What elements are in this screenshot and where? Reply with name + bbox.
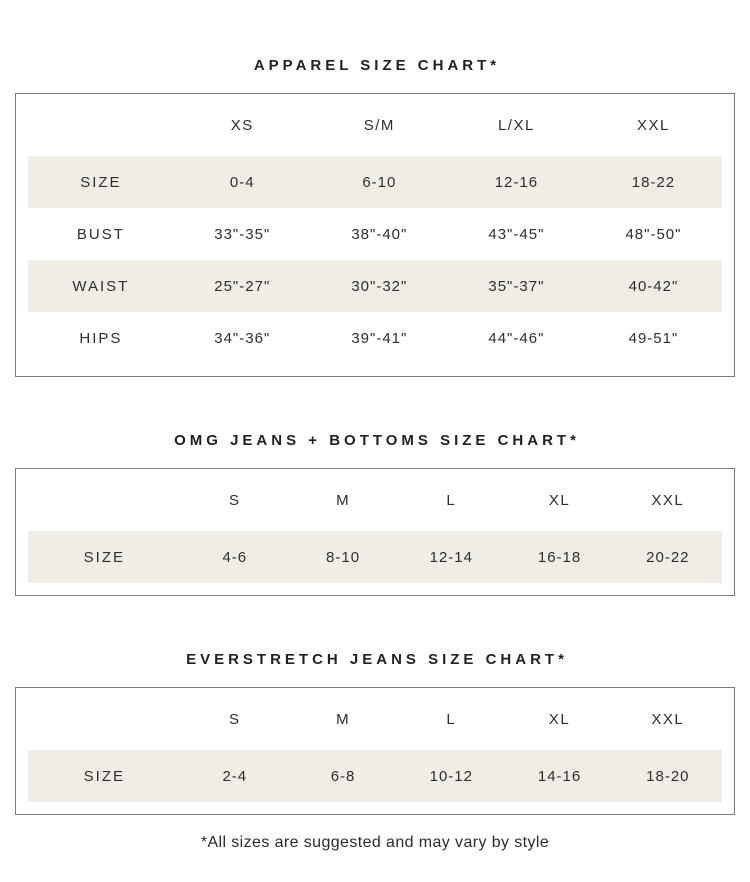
size-value-cell: 18-20 (646, 767, 690, 785)
row-label: SIZE (83, 548, 126, 566)
column-header: XL (548, 710, 571, 728)
table-row (28, 531, 722, 583)
size-value-cell: 38"-40" (351, 225, 408, 243)
apparel-size-chart-section (15, 58, 735, 377)
column-header-row (28, 469, 722, 531)
size-value-cell: 39"-41" (351, 329, 408, 347)
size-value-cell: 40-42" (628, 277, 679, 295)
column-header: M (336, 710, 351, 728)
column-header: XS (230, 116, 254, 134)
size-value-cell: 30"-32" (351, 277, 408, 295)
column-header: M (336, 491, 351, 509)
column-header: S (229, 491, 241, 509)
table-row (28, 260, 722, 312)
column-header: S (229, 710, 241, 728)
row-label: SIZE (83, 767, 126, 785)
size-value-cell: 12-16 (494, 173, 539, 191)
size-value-cell: 0-4 (229, 173, 255, 191)
size-value-cell: 4-6 (222, 548, 248, 566)
size-value-cell: 34"-36" (214, 329, 271, 347)
column-header: L (446, 491, 457, 509)
column-header: S/M (363, 116, 395, 134)
size-value-cell: 16-18 (537, 548, 582, 566)
size-value-cell: 49-51" (628, 329, 679, 347)
column-header: XXL (651, 491, 685, 509)
size-value-cell: 43"-45" (488, 225, 545, 243)
column-header-row (28, 94, 722, 156)
omg-jeans-bottoms-size-chart-title: OMG JEANS + BOTTOMS SIZE CHART* (174, 432, 580, 449)
size-value-cell: 18-22 (631, 173, 676, 191)
size-grid (28, 688, 722, 802)
size-value-cell: 14-16 (537, 767, 582, 785)
size-value-cell: 35"-37" (488, 277, 545, 295)
everstretch-jeans-size-chart-title: EVERSTRETCH JEANS SIZE CHART* (186, 651, 568, 668)
size-value-cell: 12-14 (429, 548, 473, 566)
table-row (28, 208, 722, 260)
corner-cell (28, 469, 181, 531)
size-value-cell: 20-22 (646, 548, 690, 566)
size-value-cell: 6-8 (330, 767, 356, 785)
omg-jeans-bottoms-size-chart-table (15, 468, 735, 596)
everstretch-jeans-size-chart-section (15, 652, 735, 815)
table-row (28, 312, 722, 364)
size-value-cell: 6-10 (362, 173, 397, 191)
size-value-cell: 10-12 (429, 767, 473, 785)
size-value-cell: 2-4 (222, 767, 248, 785)
size-value-cell: 44"-46" (488, 329, 545, 347)
apparel-size-chart-title: APPAREL SIZE CHART* (253, 57, 501, 74)
size-chart-footnote: *All sizes are suggested and may vary by style (200, 834, 550, 851)
size-grid (28, 94, 722, 364)
size-grid (28, 469, 722, 583)
everstretch-jeans-size-chart-table (15, 687, 735, 815)
column-header: XXL (637, 116, 670, 134)
column-header: L (446, 710, 457, 728)
corner-cell (28, 94, 174, 156)
column-header: L/XL (497, 116, 535, 134)
row-label: SIZE (80, 173, 122, 191)
apparel-size-chart-table (15, 93, 735, 377)
size-value-cell: 33"-35" (214, 225, 271, 243)
column-header: XXL (651, 710, 685, 728)
row-label: WAIST (72, 277, 130, 295)
size-value-cell: 8-10 (326, 548, 361, 566)
corner-cell (28, 688, 181, 750)
size-value-cell: 48"-50" (625, 225, 682, 243)
column-header: XL (548, 491, 571, 509)
size-value-cell: 25"-27" (214, 277, 271, 295)
table-row (28, 156, 722, 208)
row-label: BUST (76, 225, 125, 243)
row-label: HIPS (79, 329, 123, 347)
table-row (28, 750, 722, 802)
column-header-row (28, 688, 722, 750)
omg-jeans-bottoms-size-chart-section (15, 433, 735, 596)
